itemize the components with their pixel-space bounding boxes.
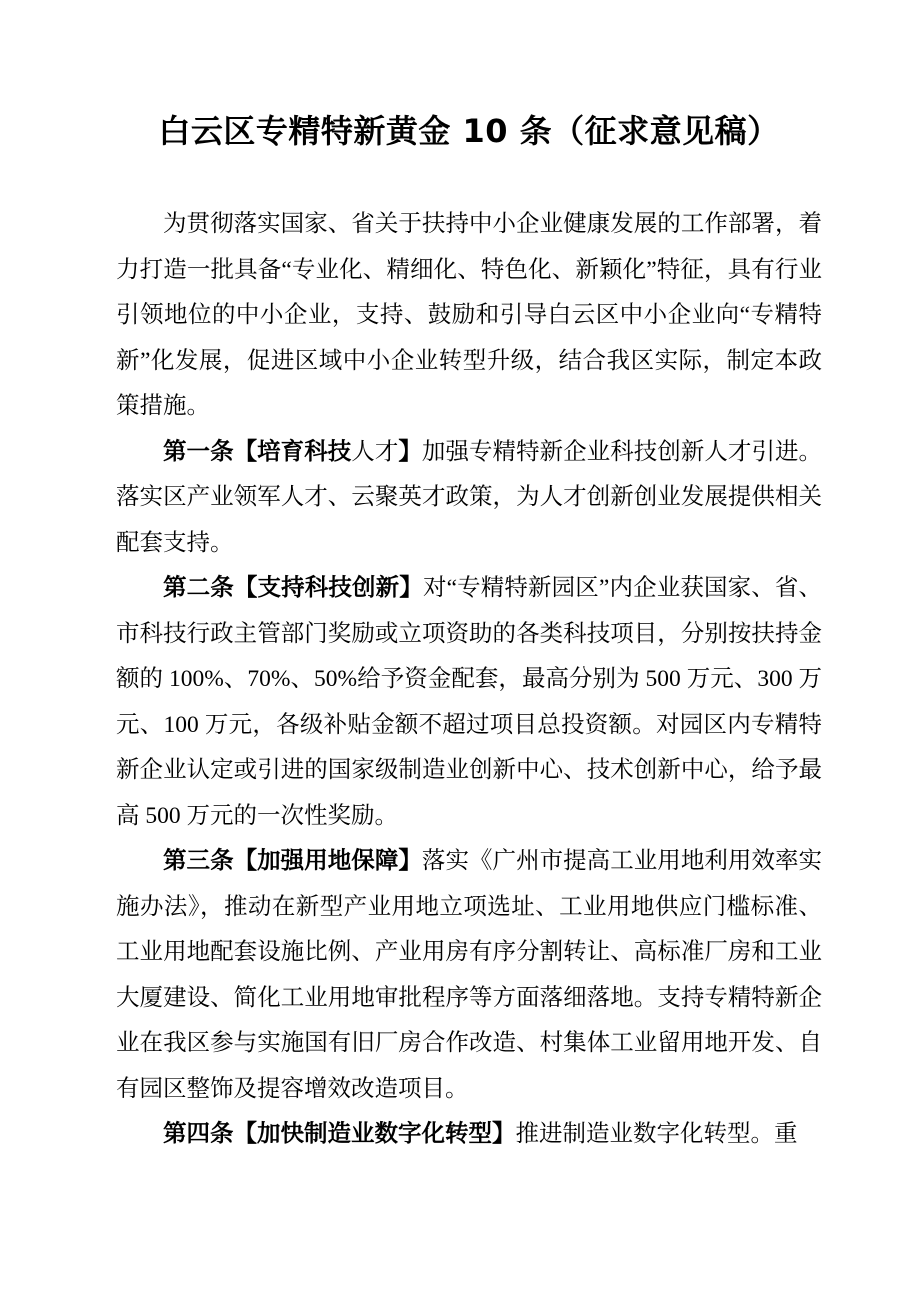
paragraph-article-3 <box>116 839 822 1112</box>
article-1-body-text: 加强专精特新企业科技创新人才引进。落实区产业领军人才、云聚英才政策，为人才创新创业发展提供相关配套支持。 <box>116 438 823 556</box>
intro-text: 为贯彻落实国家、省关于扶持中小企业健康发展的工作部署，着力打造一批具备“专业化、精细化、特色化、新颖化”特征，具有行业引领地位的中小企业，支持、鼓励和引导白云区中小企业向“专精特新”化发展，促进区域中小企业转型升级，结合我区实际，制定本政策措施。 <box>116 211 822 419</box>
document-body <box>116 202 822 1158</box>
paragraph-intro <box>116 202 822 430</box>
article-1-heading-regular: 人才 <box>351 438 399 465</box>
article-3-heading: 第三条【加强用地保障】 <box>163 848 422 874</box>
article-2-body-text: 对“专精特新园区”内企业获国家、省、市科技行政主管部门奖励或立项资助的各类科技项目，分别按扶持金额的 100%、70%、50%给予资金配套，最高分别为 500 万元、300 万元、100 万元，各级补贴金额不超过项目总投资额。对园区内专精特新企业认定或引进的国家级制造业创新中心、技术创新中心，给予最高 500 万元的一次性奖励。 <box>116 575 822 829</box>
paragraph-article-2 <box>116 566 822 839</box>
article-2-heading: 第二条【支持科技创新】 <box>163 575 423 601</box>
paragraph-article-4 <box>116 1112 822 1158</box>
article-4-heading: 第四条【加快制造业数字化转型】 <box>163 1121 516 1147</box>
paragraph-article-1 <box>116 430 822 567</box>
article-1-heading-bold: 第一条【培育科技 <box>163 438 352 465</box>
document-content <box>116 106 822 1158</box>
article-1-heading-bracket: 】 <box>398 438 422 465</box>
document-title: 白云区专精特新黄金 10 条（征求意见稿） <box>158 112 780 150</box>
article-4-body-text: 推进制造业数字化转型。重 <box>515 1121 798 1147</box>
article-3-body-text: 落实《广州市提高工业用地利用效率实施办法》，推动在新型产业用地立项选址、工业用地供应门槛标准、工业用地配套设施比例、产业用房有序分割转让、高标准厂房和工业大厦建设、简化工业用地审批程序等方面落细落地。支持专精特新企业在我区参与实施国有旧厂房合作改造、村集体工业留用地开发、自有园区整饰及提容增效改造项目。 <box>116 848 823 1102</box>
